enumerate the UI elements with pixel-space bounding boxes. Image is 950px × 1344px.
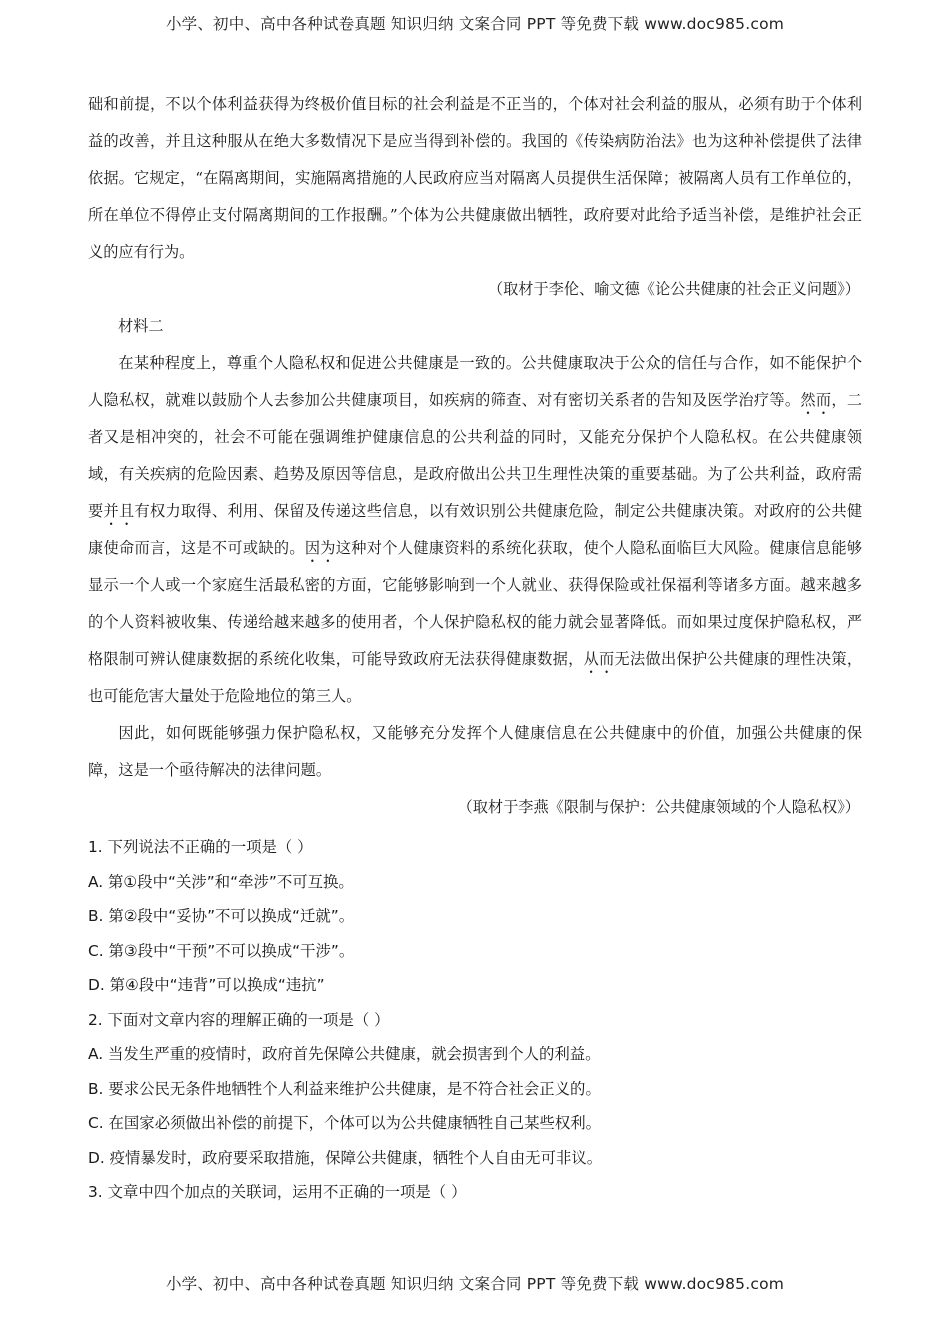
keyword-yin-wei: 因为 — [304, 539, 336, 557]
option-a: A. 当发生严重的疫情时，政府首先保障公共健康，就会损害到个人的利益。 — [88, 1045, 601, 1063]
material1-source: （取材于李伦、喻文德《论公共健康的社会正义问题》） — [487, 280, 860, 298]
option-b: B. 要求公民无条件地牺牲个人利益来维护公共健康，是不符合社会正义的。 — [88, 1079, 601, 1098]
question-stem: 1. 下列说法不正确的一项是（ ） — [88, 838, 313, 856]
material2-label: 材料二 — [118, 317, 164, 335]
text-run: ，二者又是相冲突的，社会不可能在强调维护健康信息的公共利益的同时，又能充分保护个人隐私权。在公共健康领域，有关疾病的危险因素、趋势及原因等信息，是政府做出公共卫生理性决策的重要基础。为了公共利益，政府需要 — [88, 391, 863, 520]
question-1 — [88, 830, 862, 1003]
keyword-bing-qie: 并且 — [103, 502, 135, 520]
option-c: C. 第③段中“干预”不可以换成“干涉”。 — [88, 941, 355, 960]
keyword-ran-er: 然而 — [800, 391, 832, 409]
question-stem: 2. 下面对文章内容的理解正确的一项是（ ） — [88, 1010, 390, 1029]
question-3 — [88, 1175, 862, 1210]
text-run: 这种对个人健康资料的系统化获取，使个人隐私面临巨大风险。健康信息能够显示一个人或一个家庭生活最私密的方面，它能够影响到一个人就业、获得保险或社保福利等诸多方面。越来越多的个人资料被收集、传递给越来越多的使用者，个人保护隐私权的能力就会显著降低。而如果过度保护隐私权，严格限制可辨认健康数据的系统化收集，可能导致政府无法获得健康数据， — [88, 539, 863, 668]
text-run: 无法做出保护公共健康的理性决策，也可能危害大量处于危险地位的第三人。 — [88, 650, 863, 705]
option-b: B. 第②段中“妥协”不可以换成“迁就”。 — [88, 907, 355, 925]
text-run: 在某种程度上，尊重个人隐私权和促进公共健康是一致的。公共健康取决于公众的信任与合作，如不能保护个人隐私权，就难以鼓励个人去参加公共健康项目，如疾病的筛查、对有密切关系者的告知及医学治疗等。 — [88, 354, 862, 409]
question-stem: 3. 文章中四个加点的关联词，运用不正确的一项是（ ） — [88, 1183, 467, 1201]
material2-paragraph-2: 因此，如何既能够强力保护隐私权，又能够充分发挥个人健康信息在公共健康中的价值，加强公共健康的保障，这是一个亟待解决的法律问题。 — [88, 724, 862, 779]
text-run: 有权力取得、利用、保留及传递这些信息，以有效识别公共健康危险，制定公共健康决策。对政府的公共健康使命而言，这是不可或缺的。 — [88, 502, 863, 557]
document-body — [88, 86, 862, 1210]
option-a: A. 第①段中“关涉”和“牵涉”不可互换。 — [88, 872, 354, 891]
material2-paragraph-1 — [88, 345, 862, 715]
material1-paragraph: 础和前提，不以个体利益获得为终极价值目标的社会利益是不正当的，个体对社会利益的服从，必须有助于个体利益的改善，并且这种服从在绝大多数情况下是应当得到补偿的。我国的《传染病防治法》也为这种补偿提供了法律依据。它规定，“在隔离期间，实施隔离措施的人民政府应当对隔离人员提供生活保障；被隔离人员有工作单位的，所在单位不得停止支付隔离期间的工作报酬。”个体为公共健康做出牺牲，政府要对此给予适当补偿，是维护社会正义的应有行为。 — [88, 95, 862, 261]
option-d: D. 第④段中“违背”可以换成“违抗” — [88, 976, 325, 994]
question-2 — [88, 1003, 862, 1176]
page-header: 小学、初中、高中各种试卷真题 知识归纳 文案合同 PPT 等免费下载 www.doc985.com — [165, 15, 785, 33]
material2-source: （取材于李燕《限制与保护：公共健康领域的个人隐私权》） — [457, 798, 860, 816]
option-c: C. 在国家必须做出补偿的前提下，个体可以为公共健康牺牲自己某些权利。 — [88, 1114, 602, 1132]
page-footer: 小学、初中、高中各种试卷真题 知识归纳 文案合同 PPT 等免费下载 www.doc985.com — [165, 1275, 785, 1293]
option-d: D. 疫情暴发时，政府要采取措施，保障公共健康，牺牲个人自由无可非议。 — [88, 1148, 603, 1167]
keyword-cong-er: 从而 — [583, 650, 615, 668]
